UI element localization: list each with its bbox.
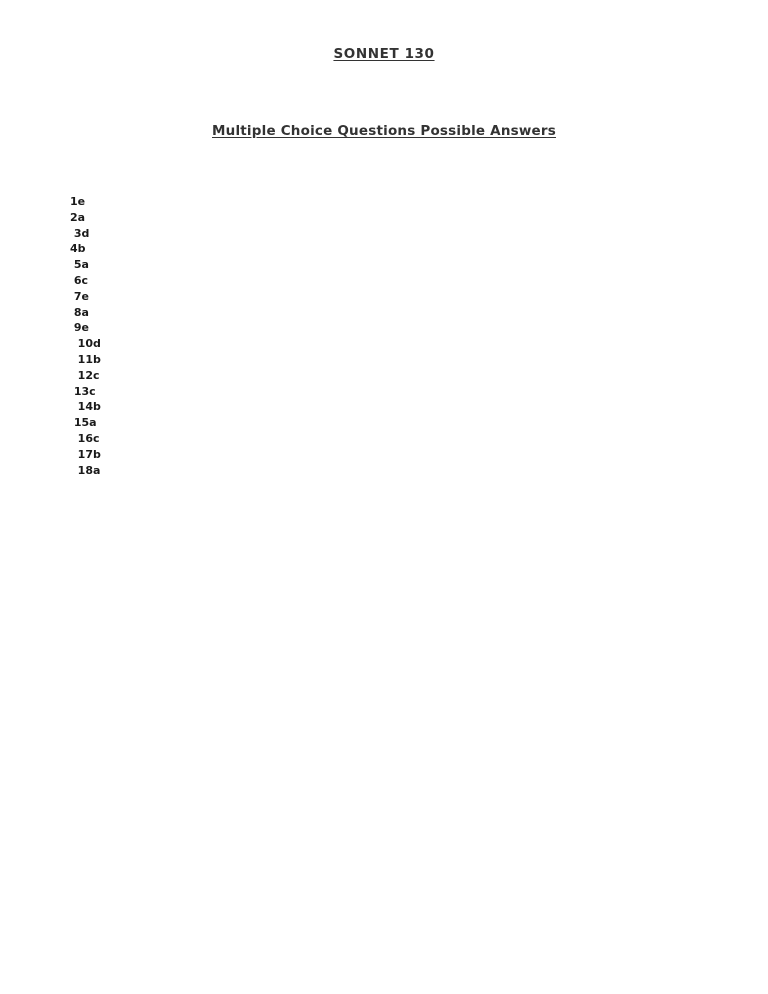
list-item: 2a <box>70 210 86 224</box>
list-item: 17b <box>70 447 101 461</box>
list-item: 18a <box>70 463 101 477</box>
list-item: 9e <box>70 321 89 335</box>
page-title: SONNET 130 <box>333 46 435 62</box>
list-item: 13c <box>70 384 96 398</box>
list-item: 16c <box>70 431 100 445</box>
list-item: 3d <box>70 226 90 240</box>
list-item: 5a <box>70 258 89 272</box>
answer-list <box>70 194 270 478</box>
list-item: 11b <box>70 352 101 366</box>
list-item: 15a <box>70 416 97 430</box>
list-item: 6c <box>70 273 89 287</box>
list-item: 8a <box>70 305 89 319</box>
list-item: 10d <box>70 337 101 351</box>
list-item: 1e <box>70 195 86 208</box>
list-item: 14b <box>70 400 101 414</box>
page-subtitle: Multiple Choice Questions Possible Answers <box>212 123 556 139</box>
list-item: 12c <box>70 368 100 382</box>
list-item: 7e <box>70 289 89 303</box>
list-item: 4b <box>70 242 86 256</box>
